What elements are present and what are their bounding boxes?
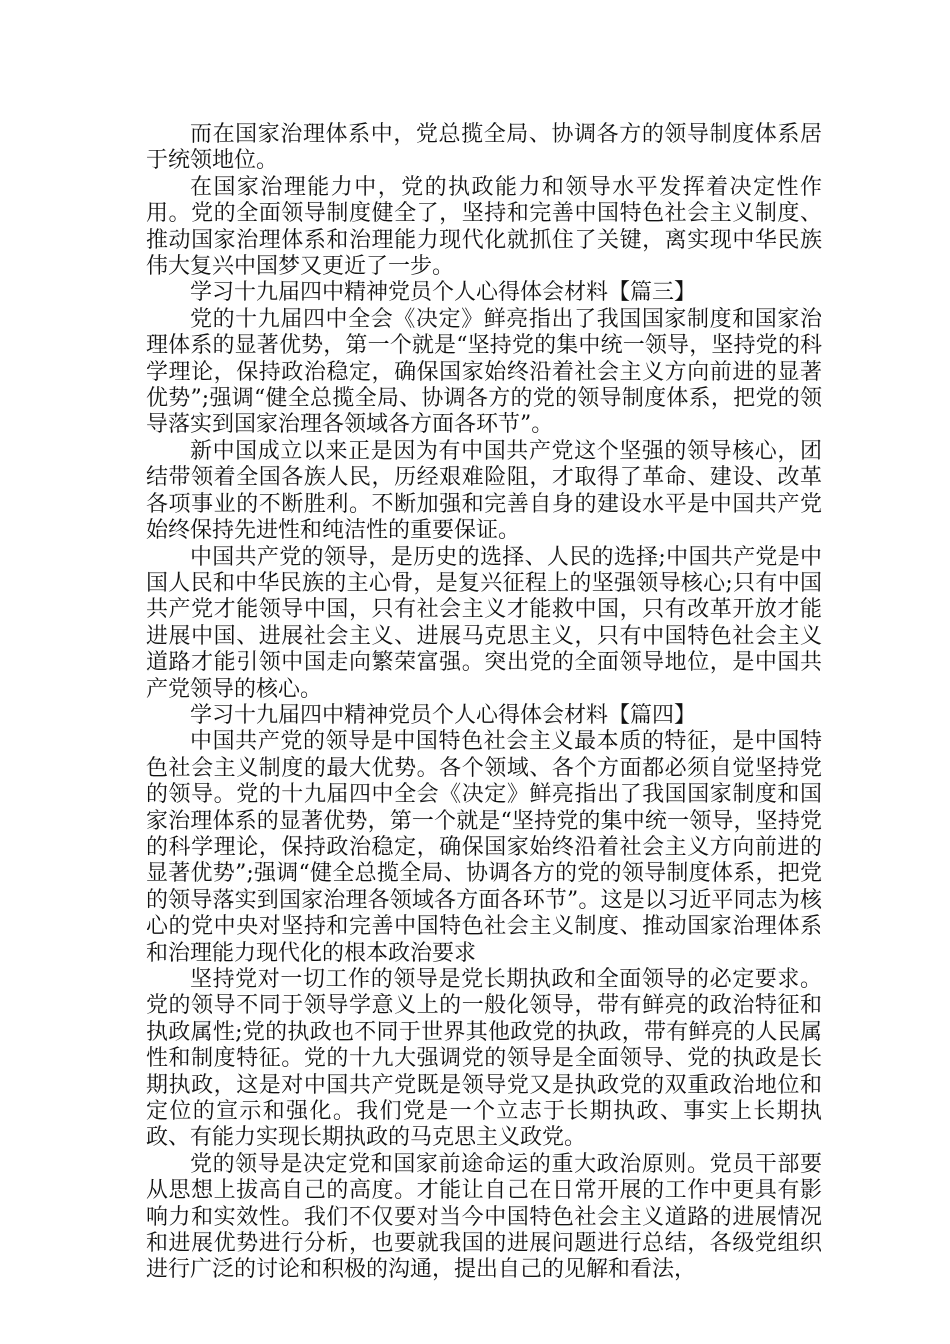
- document-body: [146, 122, 822, 1284]
- paragraph: 而在国家治理体系中，党总揽全局、协调各方的领导制度体系居于统领地位。: [146, 122, 822, 174]
- paragraph: 党的领导是决定党和国家前途命运的重大政治原则。党员干部要从思想上拔高自己的高度。才能让自己在日常开展的工作中更具有影响力和实效性。我们不仅要对当今中国特色社会主义道路的进展情况和进展优势进行分析，也要就我国的进展问题进行总结，各级党组织进行广泛的讨论和积极的沟通，提出自己的见解和看法，: [146, 1151, 822, 1283]
- paragraph: 新中国成立以来正是因为有中国共产党这个坚强的领导核心，团结带领着全国各族人民，历经艰难险阻，才取得了革命、建设、改革各项事业的不断胜利。不断加强和完善自身的建设水平是中国共产党始终保持先进性和纯洁性的重要保证。: [146, 438, 822, 544]
- section-heading: 学习十九届四中精神党员个人心得体会材料【篇三】: [190, 280, 697, 306]
- section-heading: 学习十九届四中精神党员个人心得体会材料【篇四】: [190, 702, 697, 728]
- paragraph: 中国共产党的领导是中国特色社会主义最本质的特征，是中国特色社会主义制度的最大优势。各个领域、各个方面都必须自觉坚持党的领导。党的十九届四中全会《决定》鲜亮指出了我国国家制度和国家治理体系的显著优势，第一个就是“坚持党的集中统一领导，坚持党的科学理论，保持政治稳定，确保国家始终沿着社会主义方向前进的显著优势”;强调“健全总揽全局、协调各方的党的领导制度体系，把党的领导落实到国家治理各领域各方面各环节”。这是以习近平同志为核心的党中央对坚持和完善中国特色社会主义制度、推动国家治理体系和治理能力现代化的根本政治要求: [146, 729, 822, 966]
- paragraph: 在国家治理能力中，党的执政能力和领导水平发挥着决定性作用。党的全面领导制度健全了，坚持和完善中国特色社会主义制度、推动国家治理体系和治理能力现代化就抓住了关键，离实现中华民族伟大复兴中国梦又更近了一步。: [146, 174, 822, 280]
- paragraph: 党的十九届四中全会《决定》鲜亮指出了我国国家制度和国家治理体系的显著优势，第一个就是“坚持党的集中统一领导，坚持党的科学理论，保持政治稳定，确保国家始终沿着社会主义方向前进的显著优势”;强调“健全总揽全局、协调各方的党的领导制度体系，把党的领导落实到国家治理各领域各方面各环节”。: [146, 306, 822, 438]
- paragraph: 坚持党对一切工作的领导是党长期执政和全面领导的必定要求。党的领导不同于领导学意义上的一般化领导，带有鲜亮的政治特征和执政属性;党的执政也不同于世界其他政党的执政，带有鲜亮的人民属性和制度特征。党的十九大强调党的领导是全面领导、党的执政是长期执政，这是对中国共产党既是领导党又是执政党的双重政治地位和定位的宣示和强化。我们党是一个立志于长期执政、事实上长期执政、有能力实现长期执政的马克思主义政党。: [146, 967, 822, 1151]
- paragraph: 中国共产党的领导，是历史的选择、人民的选择;中国共产党是中国人民和中华民族的主心骨，是复兴征程上的坚强领导核心;只有中国共产党才能领导中国，只有社会主义才能救中国，只有改革开放才能进展中国、进展社会主义、进展马克思主义，只有中国特色社会主义道路才能引领中国走向繁荣富强。突出党的全面领导地位，是中国共产党领导的核心。: [146, 544, 822, 702]
